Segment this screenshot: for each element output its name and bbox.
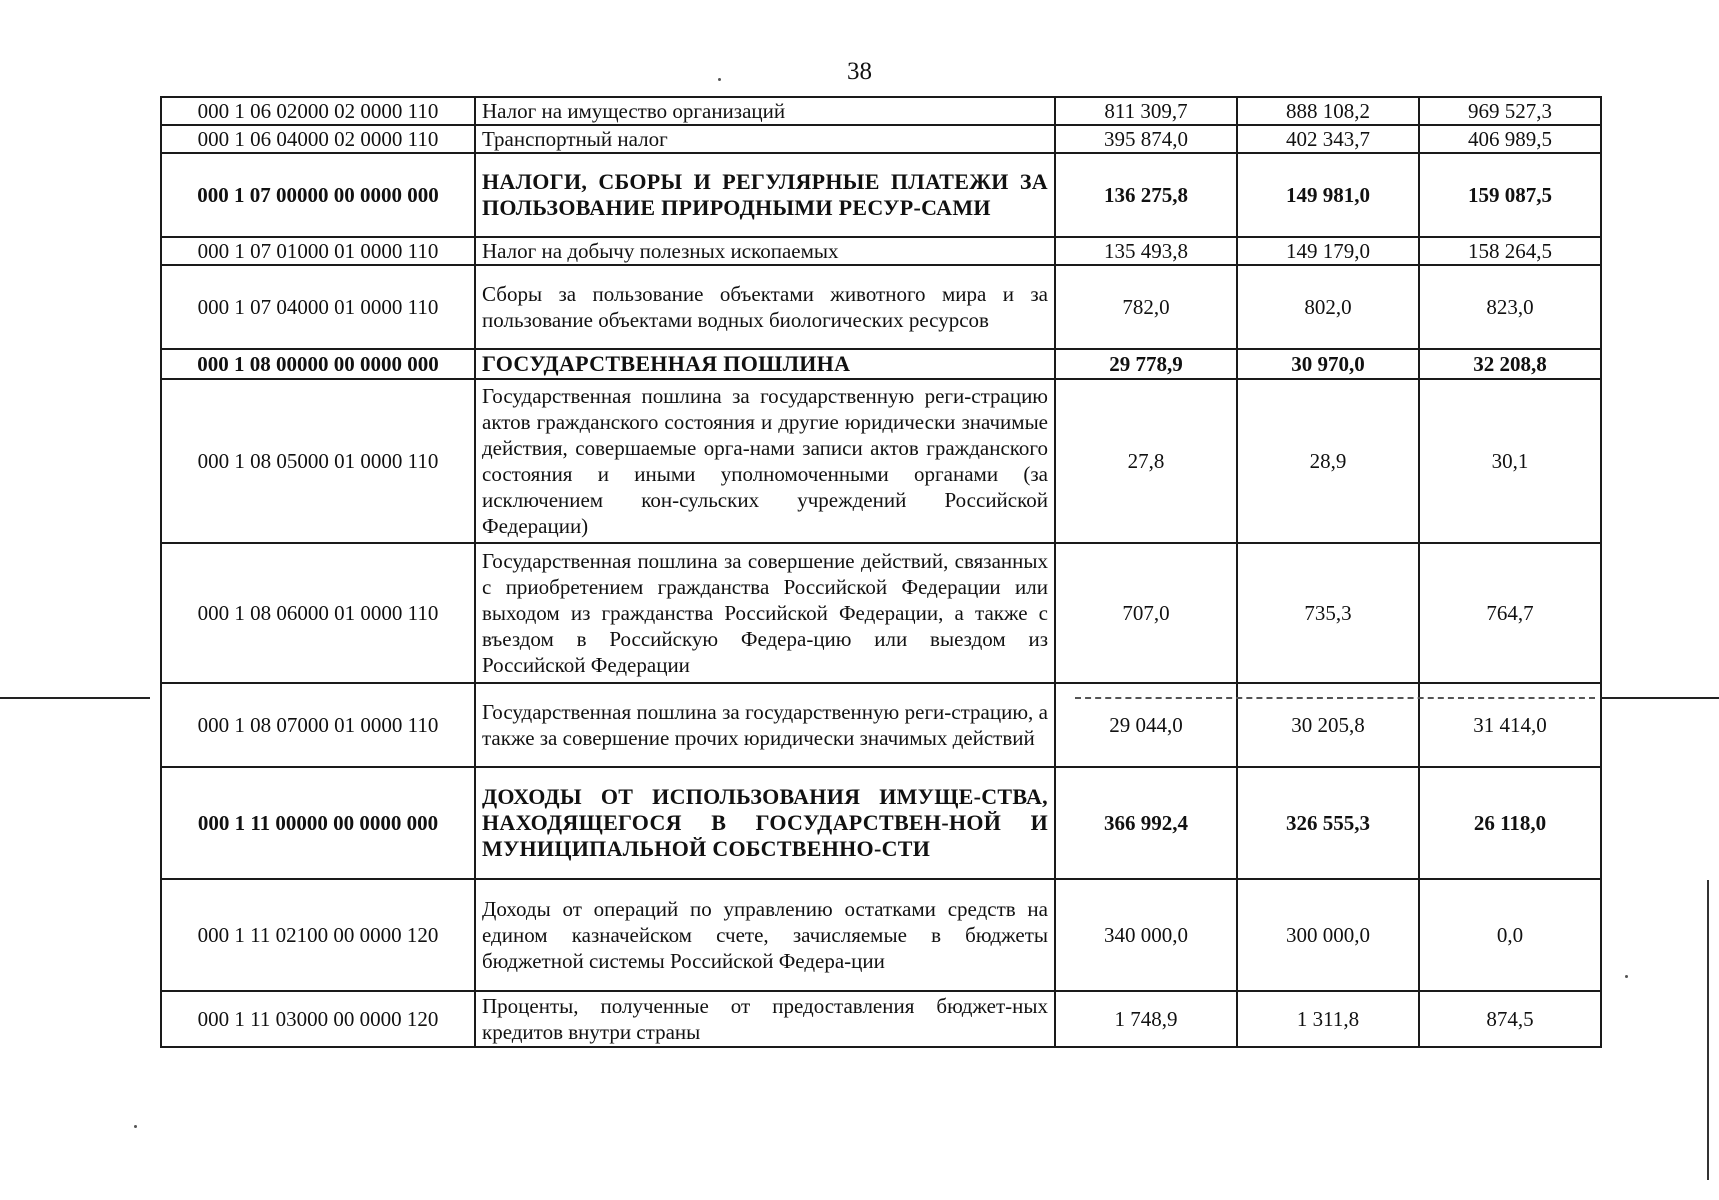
scan-speck (1625, 975, 1628, 978)
value-year-3: 0,0 (1419, 879, 1601, 991)
value-year-3: 823,0 (1419, 265, 1601, 349)
revenue-name: Налог на имущество организаций (475, 97, 1055, 125)
value-year-3: 969 527,3 (1419, 97, 1601, 125)
budget-code: 000 1 07 01000 01 0000 110 (161, 237, 475, 265)
budget-code: 000 1 07 00000 00 0000 000 (161, 153, 475, 237)
value-year-3: 406 989,5 (1419, 125, 1601, 153)
scan-edge-mark (1707, 880, 1709, 1180)
revenue-name: ГОСУДАРСТВЕННАЯ ПОШЛИНА (475, 349, 1055, 379)
value-year-2: 326 555,3 (1237, 767, 1419, 879)
budget-code: 000 1 06 02000 02 0000 110 (161, 97, 475, 125)
revenue-name: Проценты, полученные от предоставления бюджет-ных кредитов внутри страны (475, 991, 1055, 1047)
value-year-2: 28,9 (1237, 379, 1419, 543)
page-number: 38 (847, 58, 872, 85)
table-row (161, 153, 1601, 237)
budget-code: 000 1 11 00000 00 0000 000 (161, 767, 475, 879)
value-year-2: 802,0 (1237, 265, 1419, 349)
table-row (161, 265, 1601, 349)
value-year-1: 782,0 (1055, 265, 1237, 349)
table-row (161, 97, 1601, 125)
budget-code: 000 1 06 04000 02 0000 110 (161, 125, 475, 153)
value-year-1: 27,8 (1055, 379, 1237, 543)
budget-code: 000 1 08 07000 01 0000 110 (161, 683, 475, 767)
value-year-1: 135 493,8 (1055, 237, 1237, 265)
revenue-name: Налог на добычу полезных ископаемых (475, 237, 1055, 265)
value-year-3: 31 414,0 (1419, 683, 1601, 767)
value-year-3: 159 087,5 (1419, 153, 1601, 237)
value-year-1: 395 874,0 (1055, 125, 1237, 153)
table-row (161, 879, 1601, 991)
revenue-name: НАЛОГИ, СБОРЫ И РЕГУЛЯРНЫЕ ПЛАТЕЖИ ЗА ПОЛЬЗОВАНИЕ ПРИРОДНЫМИ РЕСУР-САМИ (475, 153, 1055, 237)
revenue-name: Государственная пошлина за государственную реги-страцию, а также за совершение прочих юридически значимых действий (475, 683, 1055, 767)
scan-speck (718, 78, 721, 81)
revenue-table (160, 96, 1602, 1048)
value-year-2: 402 343,7 (1237, 125, 1419, 153)
value-year-2: 300 000,0 (1237, 879, 1419, 991)
value-year-2: 1 311,8 (1237, 991, 1419, 1047)
table-row (161, 349, 1601, 379)
scan-fold-line-middle (1075, 697, 1595, 699)
revenue-name: ДОХОДЫ ОТ ИСПОЛЬЗОВАНИЯ ИМУЩЕ-СТВА, НАХОДЯЩЕГОСЯ В ГОСУДАРСТВЕН-НОЙ И МУНИЦИПАЛЬНОЙ СОБСТВЕННО-СТИ (475, 767, 1055, 879)
budget-code: 000 1 08 06000 01 0000 110 (161, 543, 475, 683)
value-year-3: 32 208,8 (1419, 349, 1601, 379)
budget-code: 000 1 11 02100 00 0000 120 (161, 879, 475, 991)
table-row (161, 683, 1601, 767)
value-year-2: 149 981,0 (1237, 153, 1419, 237)
table-row (161, 767, 1601, 879)
budget-code: 000 1 08 05000 01 0000 110 (161, 379, 475, 543)
value-year-1: 29 778,9 (1055, 349, 1237, 379)
revenue-name: Государственная пошлина за совершение действий, связанных с приобретением гражданства Российской Федерации или выходом из гражданства Российской Федерации, а также с въездом в Российскую Федера-цию или выездом из Российской Федерации (475, 543, 1055, 683)
value-year-1: 1 748,9 (1055, 991, 1237, 1047)
table-row (161, 125, 1601, 153)
value-year-1: 811 309,7 (1055, 97, 1237, 125)
value-year-3: 874,5 (1419, 991, 1601, 1047)
scan-fold-line-right (1600, 697, 1719, 699)
value-year-2: 30 970,0 (1237, 349, 1419, 379)
budget-code: 000 1 11 03000 00 0000 120 (161, 991, 475, 1047)
budget-code: 000 1 07 04000 01 0000 110 (161, 265, 475, 349)
value-year-1: 136 275,8 (1055, 153, 1237, 237)
revenue-name: Доходы от операций по управлению остатками средств на едином казначейском счете, зачисляемые в бюджеты бюджетной системы Российской Федера-ции (475, 879, 1055, 991)
table-row (161, 237, 1601, 265)
value-year-1: 366 992,4 (1055, 767, 1237, 879)
revenue-name: Транспортный налог (475, 125, 1055, 153)
value-year-2: 30 205,8 (1237, 683, 1419, 767)
value-year-3: 30,1 (1419, 379, 1601, 543)
scan-speck (134, 1125, 137, 1128)
value-year-3: 26 118,0 (1419, 767, 1601, 879)
scan-fold-line-left (0, 697, 150, 699)
value-year-1: 340 000,0 (1055, 879, 1237, 991)
value-year-1: 29 044,0 (1055, 683, 1237, 767)
value-year-2: 735,3 (1237, 543, 1419, 683)
table-row (161, 991, 1601, 1047)
value-year-2: 149 179,0 (1237, 237, 1419, 265)
value-year-2: 888 108,2 (1237, 97, 1419, 125)
value-year-1: 707,0 (1055, 543, 1237, 683)
value-year-3: 764,7 (1419, 543, 1601, 683)
value-year-3: 158 264,5 (1419, 237, 1601, 265)
table-row (161, 379, 1601, 543)
table-row (161, 543, 1601, 683)
revenue-name: Государственная пошлина за государственную реги-страцию актов гражданского состояния и другие юридически значимые действия, совершаемые орга-нами записи актов гражданского состояния и иными уполномоченными органами (за исключением кон-сульских учреждений Российской Федерации) (475, 379, 1055, 543)
revenue-name: Сборы за пользование объектами животного мира и за пользование объектами водных биологических ресурсов (475, 265, 1055, 349)
budget-code: 000 1 08 00000 00 0000 000 (161, 349, 475, 379)
